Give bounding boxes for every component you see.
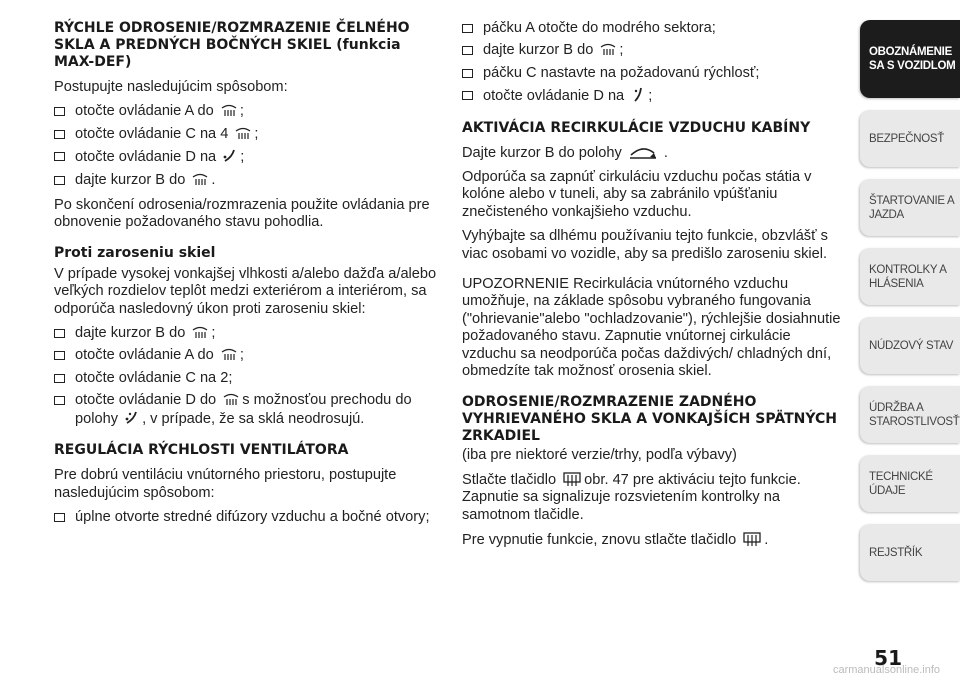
paragraph-recirc-position: Dajte kurzor B do polohy . <box>462 144 668 161</box>
list-item: otočte ovládanie D na ; <box>54 148 440 166</box>
fan-steps <box>54 509 440 526</box>
heading-fog: Proti zaroseniu skiel <box>54 244 216 261</box>
list-item: otočte ovládanie D do s možnosťou prechodu do polohy , v prípade, že sa sklá neodrosujú. <box>54 392 440 428</box>
paragraph-recirc-advice: Odporúča sa zapnúť cirkuláciu vzduchu počas státia v kolóne alebo v tuneli, aby sa zabránilo vpúšťaniu znečisteného vonkajšieho vzduchu. <box>462 169 812 220</box>
list-item: páčku C nastavte na požadovanú rýchlosť; <box>462 65 848 82</box>
list-item: dajte kurzor B do ; <box>462 42 848 59</box>
list-item: otočte ovládanie D na ; <box>462 87 848 105</box>
list-item: dajte kurzor B do . <box>54 172 440 189</box>
bullet-icon <box>462 24 473 33</box>
paragraph-rear-note: (iba pre niektoré verzie/trhy, podľa výbavy) <box>462 446 737 463</box>
bullet-icon <box>54 152 65 161</box>
bullet-icon <box>54 329 65 338</box>
fan-steps-continued <box>462 20 848 106</box>
heading-max-def: RÝCHLE ODROSENIE/ROZMRAZENIE ČELNÉHO SKLA A PREDNÝCH BOČNÝCH SKIEL (funkcia MAX-DEF) <box>54 20 410 70</box>
bullet-icon <box>54 130 65 139</box>
list-item: otočte ovládanie C na 2; <box>54 370 440 387</box>
recirculation-icon <box>628 146 658 160</box>
bullet-icon <box>462 46 473 55</box>
list-item: otočte ovládanie A do ; <box>54 103 440 120</box>
bullet-icon <box>54 351 65 360</box>
list-item: otočte ovládanie A do ; <box>54 347 440 364</box>
defrost-fan-icon <box>191 326 209 340</box>
tab-getting-to-know[interactable]: OBOZNÁMENIE SA S VOZIDLOM <box>860 20 960 98</box>
tab-starting-driving[interactable]: ŠTARTOVANIE A JAZDA <box>860 179 960 236</box>
paragraph-warning: UPOZORNENIE Recirkulácia vnútorného vzduchu umožňuje, na základe spôsobu vybraného fungovania ("ohrievanie"alebo "ochladzovanie"), rýchlejšie dosiahnutie požadovaného stavu. Zapnutie vnútornej cirkulácie vzduchu sa neodporúča počas daždivých/ chladných dní, obmedzíte tak možnosť orosenia skiel. <box>462 276 841 380</box>
bullet-icon <box>54 107 65 116</box>
tab-safety[interactable]: BEZPEČNOSŤ <box>860 110 960 167</box>
chapter-tabs <box>860 20 960 593</box>
right-column <box>462 20 848 557</box>
page-number: 51 <box>874 646 902 670</box>
tab-warning-lights[interactable]: KONTROLKY A HLÁSENIA <box>860 248 960 305</box>
left-column <box>54 20 440 534</box>
rear-defrost-icon <box>562 471 582 487</box>
paragraph-turn-off: Pre vypnutie funkcie, znovu stlačte tlačidlo . <box>462 532 769 549</box>
fog-steps <box>54 325 440 428</box>
defrost-fan-icon <box>222 393 240 407</box>
bullet-icon <box>54 513 65 522</box>
defrost-fan-icon <box>220 348 238 362</box>
heading-rear-defrost: ODROSENIE/ROZMRAZENIE ZADNÉHO VYHRIEVANÉHO SKLA A VONKAJŠÍCH SPÄTNÝCH ZRKADIEL <box>462 393 837 444</box>
defrost-fan-icon <box>234 127 252 141</box>
bullet-icon <box>54 374 65 383</box>
defrost-fan-icon <box>191 173 209 187</box>
rear-defrost-icon <box>742 531 762 547</box>
windshield-airflow-icon <box>630 87 646 103</box>
defrost-fan-icon <box>599 43 617 57</box>
windshield-airflow-icon <box>124 410 140 426</box>
paragraph-fan: Pre dobrú ventiláciu vnútorného priestoru, postupujte nasledujúcim spôsobom: <box>54 467 397 501</box>
heading-fan: REGULÁCIA RÝCHLOSTI VENTILÁTORA <box>54 442 349 459</box>
paragraph-proceed: Postupujte nasledujúcim spôsobom: <box>54 79 288 95</box>
tab-emergency[interactable]: NÚDZOVÝ STAV <box>860 317 960 374</box>
defrost-steps <box>54 103 440 189</box>
bullet-icon <box>462 91 473 100</box>
bullet-icon <box>54 176 65 185</box>
watermark: carmanualsonline.info <box>832 664 940 676</box>
windshield-airflow-icon <box>222 148 238 164</box>
paragraph-press-button: Stlačte tlačidlo obr. 47 pre aktiváciu tejto funkcie. Zapnutie sa signalizuje rozsvietením kontrolky na samotnom tlačidle. <box>462 471 801 523</box>
paragraph-recirc-avoid: Vyhýbajte sa dlhému používaniu tejto funkcie, obzvlášť s viac osobami vo vozidle, aby sa predišlo zaroseniu skiel. <box>462 228 828 262</box>
tab-technical-data[interactable]: TECHNICKÉ ÚDAJE <box>860 455 960 512</box>
tab-index[interactable]: REJSTŘÍK <box>860 524 960 581</box>
defrost-fan-icon <box>220 104 238 118</box>
list-item: otočte ovládanie C na 4 ; <box>54 126 440 143</box>
bullet-icon <box>462 69 473 78</box>
heading-recirculation: AKTIVÁCIA RECIRKULÁCIE VZDUCHU KABÍNY <box>462 119 811 136</box>
paragraph-after: Po skončení odrosenia/rozmrazenia použite ovládania pre obnovenie požadovaného stavu pohodlia. <box>54 197 430 231</box>
bullet-icon <box>54 396 65 405</box>
paragraph-fog: V prípade vysokej vonkajšej vlhkosti a/alebo dažďa a/alebo veľkých rozdielov teplôt medzi exteriérom a interiérom, sa odporúča nasledovný úkon proti zaroseniu skiel: <box>54 265 437 317</box>
list-item: úplne otvorte stredné difúzory vzduchu a bočné otvory; <box>54 509 440 526</box>
tab-maintenance[interactable]: ÚDRŽBA A STAROSTLIVOSŤ <box>860 386 960 443</box>
list-item: dajte kurzor B do ; <box>54 325 440 342</box>
list-item: páčku A otočte do modrého sektora; <box>462 20 848 37</box>
